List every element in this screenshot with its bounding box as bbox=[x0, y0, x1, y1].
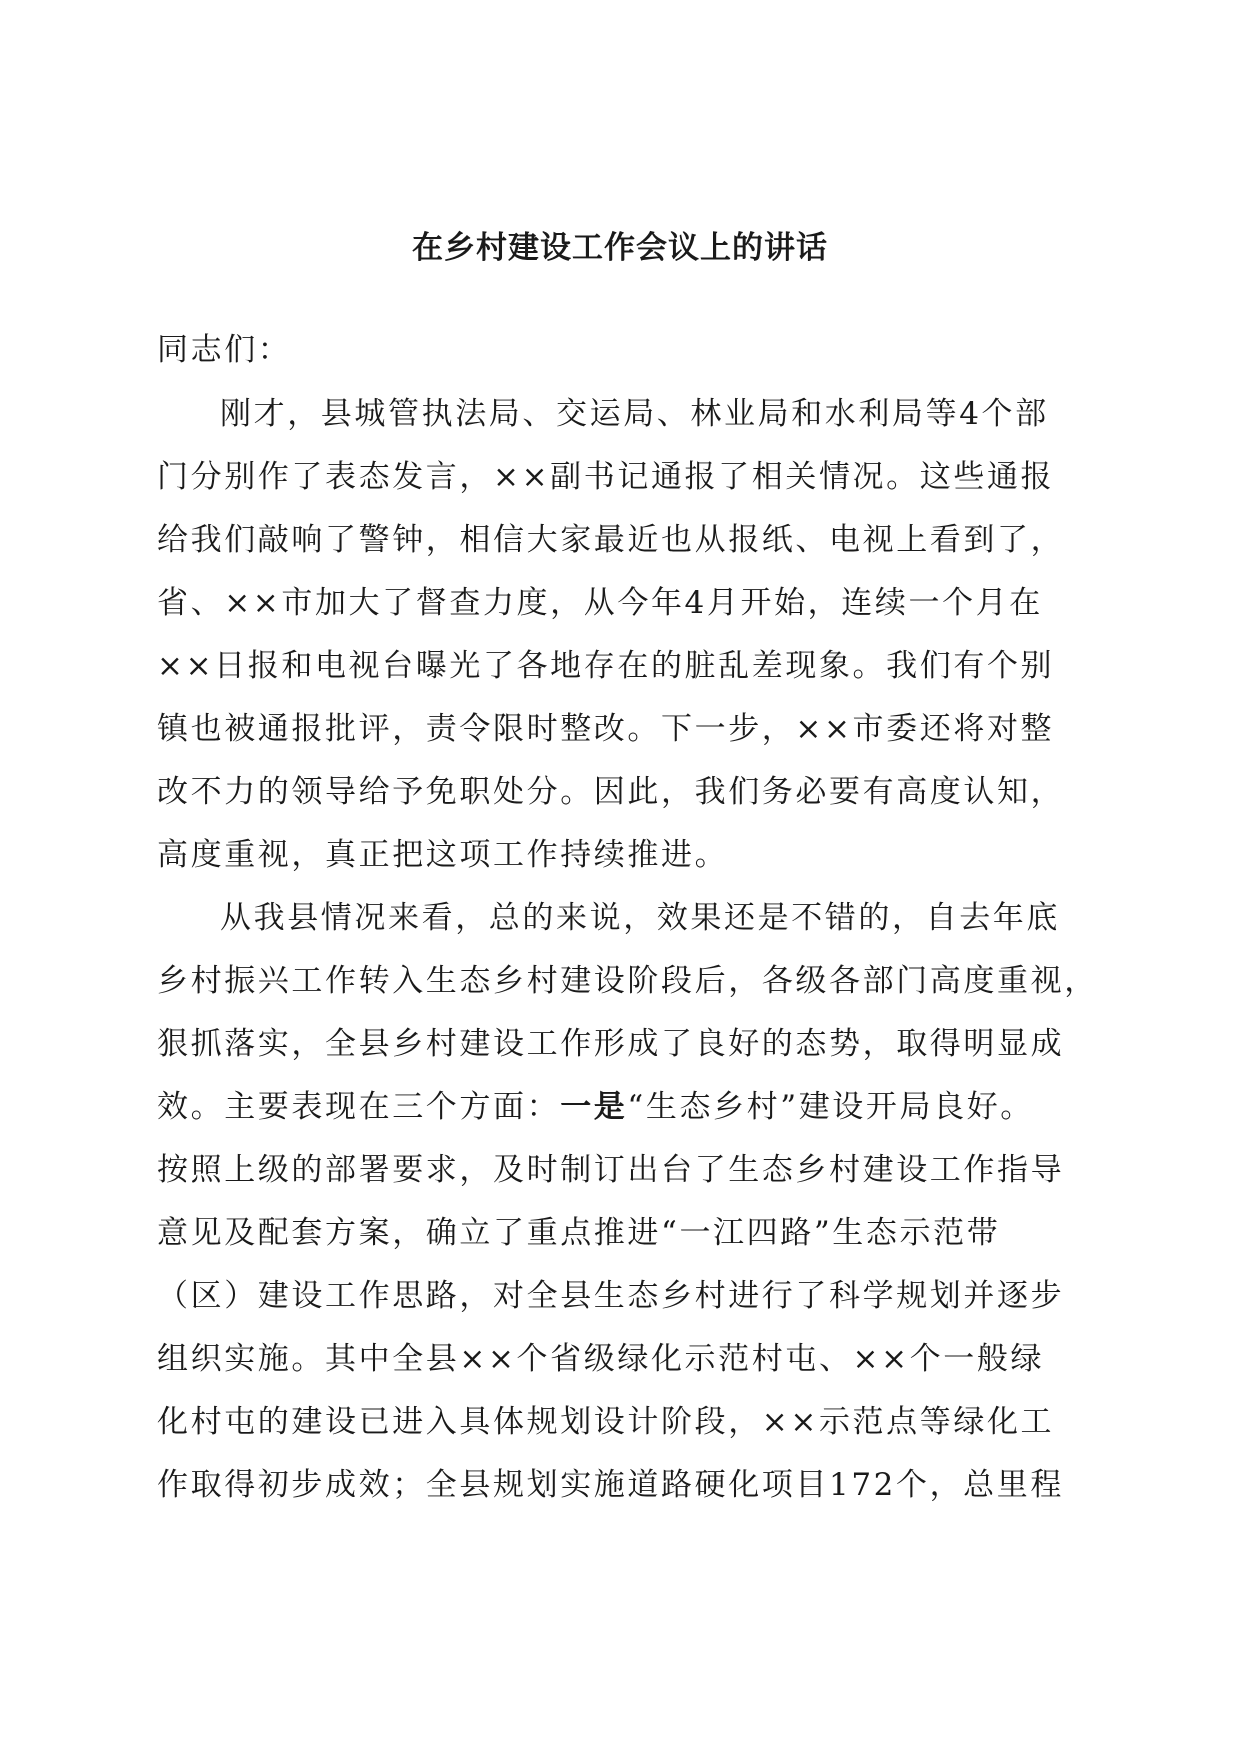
paragraph-line: 乡村振兴工作转入生态乡村建设阶段后，各级各部门高度重视， bbox=[157, 963, 1098, 999]
paragraph-line: ××日报和电视台曝光了各地存在的脏乱差现象。我们有个别 bbox=[157, 648, 1055, 684]
paragraph-line: 狠抓落实，全县乡村建设工作形成了良好的态势，取得明显成 bbox=[157, 1026, 1065, 1062]
paragraph-line: 意见及配套方案，确立了重点推进“一江四路”生态示范带 bbox=[157, 1215, 1001, 1251]
paragraph-line: 组织实施。其中全县××个省级绿化示范村屯、××个一般绿 bbox=[157, 1341, 1045, 1377]
paragraph-line: 给我们敲响了警钟，相信大家最近也从报纸、电视上看到了， bbox=[157, 522, 1065, 558]
paragraph-line: 镇也被通报批评，责令限时整改。下一步，××市委还将对整 bbox=[157, 711, 1055, 747]
paragraph-line: 作取得初步成效；全县规划实施道路硬化项目172个，总里程 bbox=[157, 1467, 1064, 1503]
emphasis-text: 一是 bbox=[560, 1089, 628, 1125]
paragraph-line: （区）建设工作思路，对全县生态乡村进行了科学规划并逐步 bbox=[157, 1278, 1065, 1314]
line-text: “生态乡村”建设开局良好。 bbox=[627, 1089, 1034, 1125]
document-title: 在乡村建设工作会议上的讲话 bbox=[412, 230, 828, 266]
paragraph-line: 按照上级的部署要求，及时制订出台了生态乡村建设工作指导 bbox=[157, 1152, 1065, 1188]
salutation: 同志们： bbox=[157, 332, 292, 368]
paragraph-line: 刚才，县城管执法局、交运局、林业局和水利局等4个部 bbox=[220, 396, 1049, 432]
paragraph-line: 改不力的领导给予免职处分。因此，我们务必要有高度认知， bbox=[157, 774, 1065, 810]
paragraph-line: 化村屯的建设已进入具体规划设计阶段，××示范点等绿化工 bbox=[157, 1404, 1055, 1440]
paragraph-line: 高度重视，真正把这项工作持续推进。 bbox=[157, 837, 729, 873]
paragraph-line: 省、××市加大了督查力度，从今年4月开始，连续一个月在 bbox=[157, 585, 1043, 621]
line-text: 效。主要表现在三个方面： bbox=[157, 1089, 561, 1125]
paragraph-line bbox=[157, 1087, 1034, 1127]
paragraph-line: 从我县情况来看，总的来说，效果还是不错的，自去年底 bbox=[220, 900, 1060, 936]
paragraph-line: 门分别作了表态发言，××副书记通报了相关情况。这些通报 bbox=[157, 459, 1055, 495]
